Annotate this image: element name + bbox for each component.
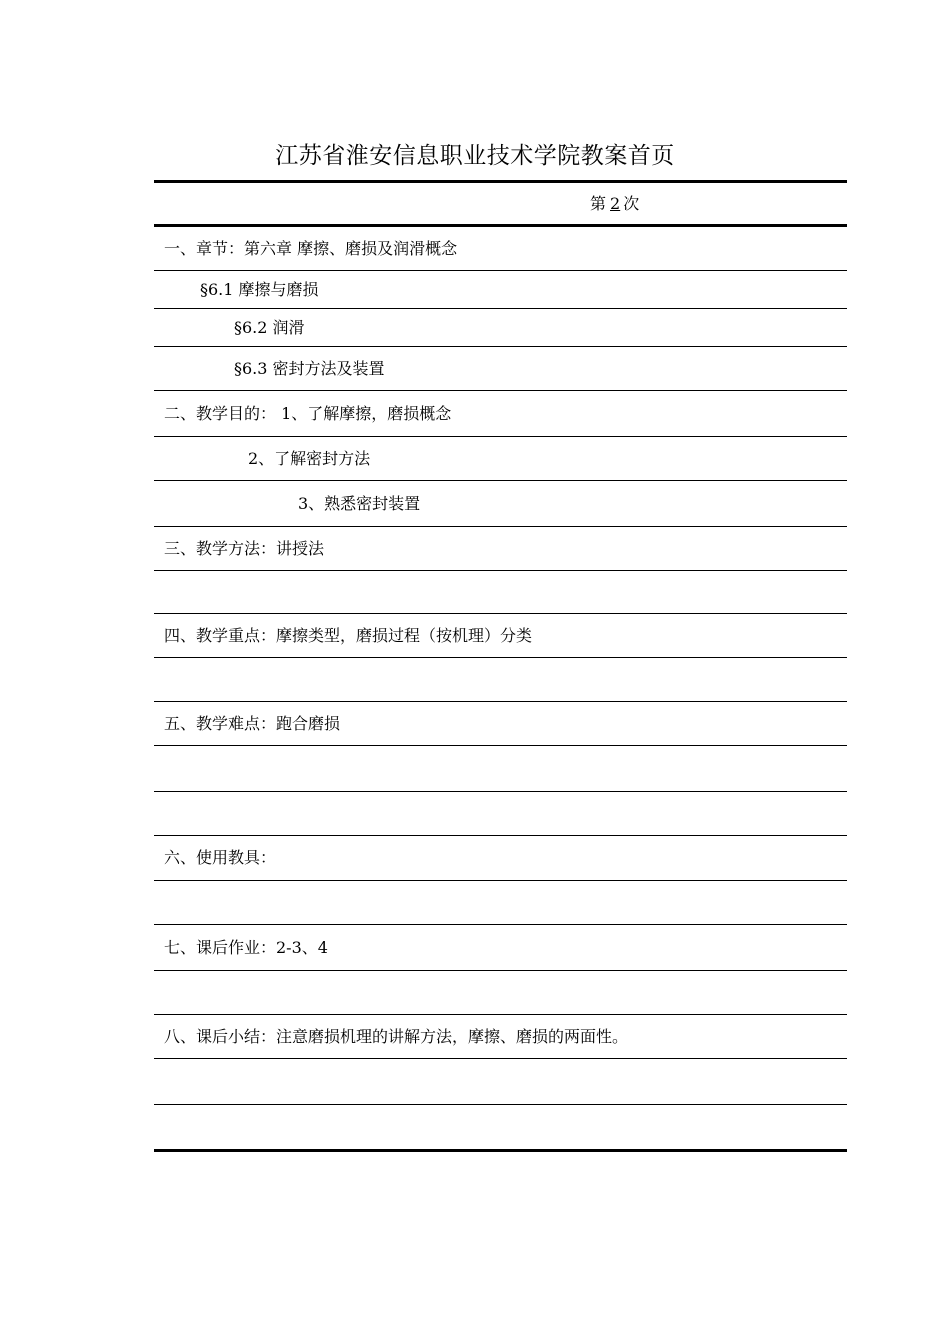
session-prefix: 第 [590,194,607,213]
row-rule [154,346,847,347]
session-number [590,193,639,215]
row-rule [154,745,847,746]
row-rule [154,1014,847,1015]
row-rule [154,880,847,881]
row-rule [154,270,847,271]
row-rule [154,436,847,437]
session-value: 2 [610,194,621,213]
row-rule [154,924,847,925]
row-rule [154,570,847,571]
section-item: §6.3 密封方法及装置 [234,359,385,378]
top-rule [154,180,847,183]
key-points-label: 四、教学重点：摩擦类型，磨损过程（按机理）分类 [164,626,533,645]
header-rule [154,224,847,227]
method-label: 三、教学方法：讲授法 [164,539,325,558]
summary-label: 八、课后小结：注意磨损机理的讲解方法，摩擦、磨损的两面性。 [164,1027,629,1046]
section-item: §6.1 摩擦与磨损 [200,280,319,299]
session-suffix: 次 [623,194,640,213]
teaching-aids-label: 六、使用教具： [164,848,277,867]
objective-item: 3、熟悉密封装置 [298,494,421,513]
bottom-rule [154,1149,847,1152]
row-rule [154,308,847,309]
row-rule [154,1058,847,1059]
row-rule [154,701,847,702]
difficulties-label: 五、教学难点：跑合磨损 [164,714,341,733]
row-rule [154,835,847,836]
document-title: 江苏省淮安信息职业技术学院教案首页 [275,143,675,169]
row-rule [154,390,847,391]
row-rule [154,791,847,792]
section-item: §6.2 润滑 [234,318,305,337]
row-rule [154,613,847,614]
row-rule [154,970,847,971]
row-rule [154,657,847,658]
objective-item: 2、了解密封方法 [248,449,371,468]
homework-label: 七、课后作业：2-3、4 [164,938,328,957]
row-rule [154,1104,847,1105]
row-rule [154,526,847,527]
objectives-label: 二、教学目的： 1、了解摩擦，磨损概念 [164,404,452,423]
row-rule [154,480,847,481]
chapter-label: 一、章节：第六章 摩擦、磨损及润滑概念 [164,239,458,258]
